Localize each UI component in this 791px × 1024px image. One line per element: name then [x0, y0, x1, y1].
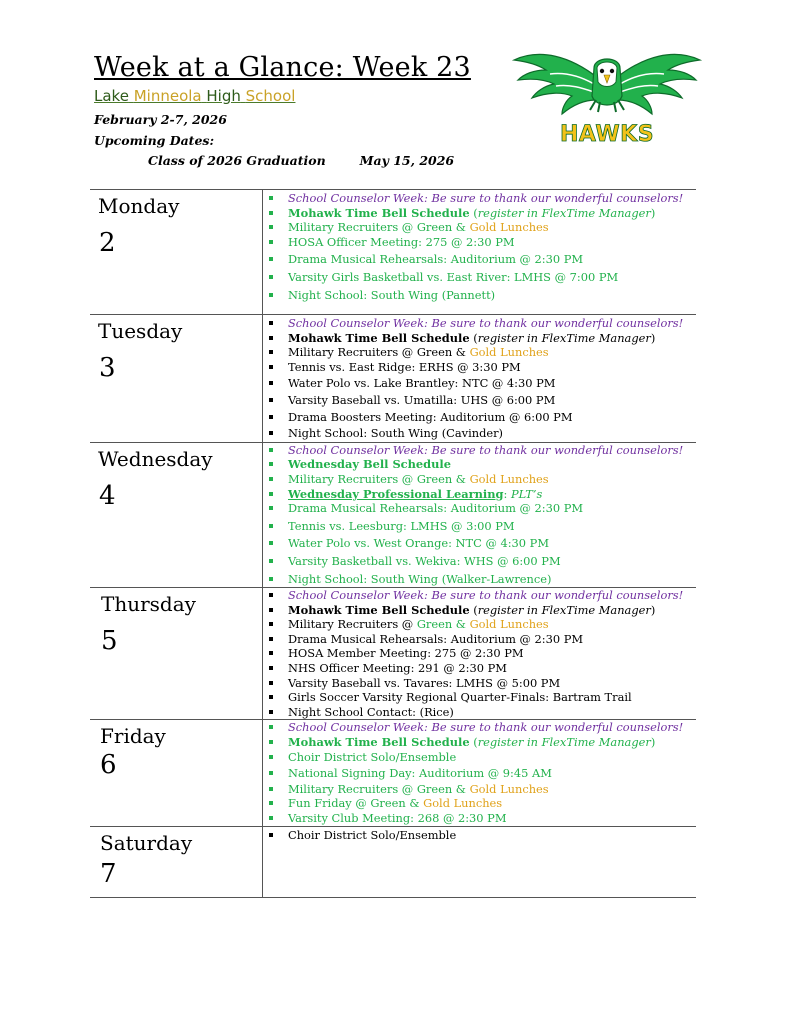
school-name — [94, 87, 295, 105]
list-item: Varsity Girls Basketball vs. East River: LMHS @ 7:00 PM — [269, 270, 696, 286]
day-number: 3 — [99, 353, 116, 383]
list-item: Military Recruiters @ Green & Gold Lunches — [269, 345, 696, 360]
hawk-body — [590, 59, 624, 112]
list-item: Military Recruiters @ Green & Gold Lunches — [269, 220, 696, 235]
day-row-friday — [90, 720, 696, 826]
list-item: Mohawk Time Bell Schedule (register in FlexTime Manager) — [269, 603, 696, 618]
list-item: Varsity Baseball vs. Tavares: LMHS @ 5:00 PM — [269, 676, 696, 691]
page-title: Week at a Glance: Week 23 — [94, 52, 471, 83]
week-schedule-table — [90, 189, 696, 898]
day-number: 4 — [99, 480, 116, 511]
events-cell — [263, 442, 697, 587]
list-item: Varsity Baseball vs. Umatilla: UHS @ 6:00 PM — [269, 393, 696, 409]
events-cell — [263, 826, 697, 897]
list-item: HOSA Officer Meeting: 275 @ 2:30 PM — [269, 235, 696, 251]
list-item: School Counselor Week: Be sure to thank our wonderful counselors! — [269, 443, 696, 458]
list-item: Mohawk Time Bell Schedule (register in FlexTime Manager) — [269, 735, 696, 750]
events-cell — [263, 315, 697, 443]
list-item: School Counselor Week: Be sure to thank our wonderful counselors! — [269, 588, 696, 603]
day-name: Saturday — [100, 830, 193, 855]
list-item: Military Recruiters @ Green & Gold Lunches — [269, 782, 696, 797]
list-item: School Counselor Week: Be sure to thank our wonderful counselors! — [269, 316, 696, 331]
day-name: Thursday — [101, 592, 196, 617]
day-cell — [90, 315, 263, 443]
event-date: May 15, 2026 — [359, 153, 455, 168]
school-name-school: School — [245, 87, 296, 105]
list-item: Water Polo vs. West Orange: NTC @ 4:30 PM — [269, 536, 696, 552]
day-cell — [90, 588, 263, 720]
list-item: Varsity Club Meeting: 268 @ 2:30 PM — [269, 811, 696, 826]
left-wing — [514, 54, 598, 114]
day-number: 5 — [101, 626, 118, 657]
day-cell — [90, 720, 263, 826]
day-name: Friday — [100, 724, 166, 749]
day-number: 6 — [100, 750, 117, 781]
day-name: Tuesday — [98, 319, 183, 343]
list-item: Drama Boosters Meeting: Auditorium @ 6:00 PM — [269, 410, 696, 426]
list-item: Water Polo vs. Lake Brantley: NTC @ 4:30 PM — [269, 376, 696, 392]
list-item: Mohawk Time Bell Schedule (register in FlexTime Manager) — [269, 206, 696, 221]
school-name-minneola: Minneola — [133, 87, 202, 105]
day-row-thursday — [90, 588, 696, 720]
logo-text: HAWKS — [559, 122, 655, 147]
list-item: Military Recruiters @ Green & Gold Lunches — [269, 617, 696, 632]
day-cell — [90, 826, 263, 897]
list-item: Wednesday Professional Learning: PLT’s — [269, 487, 696, 502]
list-item: National Signing Day: Auditorium @ 9:45 AM — [269, 766, 696, 782]
day-cell — [90, 190, 263, 315]
list-item: Night School Contact: (Rice) — [269, 705, 696, 720]
events-cell — [263, 588, 697, 720]
school-name-lake: Lake — [94, 87, 129, 105]
list-item: Varsity Basketball vs. Wekiva: WHS @ 6:00 PM — [269, 554, 696, 570]
list-item: Drama Musical Rehearsals: Auditorium @ 2:30 PM — [269, 252, 696, 268]
day-row-saturday — [90, 826, 696, 897]
list-item: Tennis vs. Leesburg: LMHS @ 3:00 PM — [269, 519, 696, 535]
list-item: School Counselor Week: Be sure to thank our wonderful counselors! — [269, 191, 696, 206]
list-item: Girls Soccer Varsity Regional Quarter-Finals: Bartram Trail — [269, 690, 696, 705]
list-item: Choir District Solo/Ensemble — [269, 828, 696, 843]
upcoming-label: Upcoming Dates: — [94, 133, 215, 148]
hawks-logo — [510, 38, 704, 150]
upcoming-event — [148, 153, 454, 168]
list-item: Night School: South Wing (Pannett) — [269, 288, 696, 304]
list-item: Choir District Solo/Ensemble — [269, 750, 696, 766]
day-name: Wednesday — [98, 446, 213, 471]
events-cell — [263, 720, 697, 826]
day-number: 2 — [99, 228, 116, 258]
event-name: Class of 2026 Graduation — [148, 153, 326, 168]
list-item: Fun Friday @ Green & Gold Lunches — [269, 796, 696, 811]
day-row-wednesday — [90, 442, 696, 587]
list-item: School Counselor Week: Be sure to thank our wonderful counselors! — [269, 720, 696, 735]
list-item: Drama Musical Rehearsals: Auditorium @ 2:30 PM — [269, 501, 696, 517]
list-item: Military Recruiters @ Green & Gold Lunches — [269, 472, 696, 487]
day-row-monday — [90, 190, 696, 315]
list-item: Tennis vs. East Ridge: ERHS @ 3:30 PM — [269, 360, 696, 376]
day-number: 7 — [100, 858, 117, 889]
list-item: Wednesday Bell Schedule — [269, 457, 696, 472]
list-item: Drama Musical Rehearsals: Auditorium @ 2:30 PM — [269, 632, 696, 647]
date-range: February 2-7, 2026 — [94, 112, 227, 127]
day-row-tuesday — [90, 315, 696, 443]
day-cell — [90, 442, 263, 587]
list-item: Night School: South Wing (Walker-Lawrence) — [269, 572, 696, 588]
list-item: HOSA Member Meeting: 275 @ 2:30 PM — [269, 646, 696, 661]
list-item: Night School: South Wing (Cavinder) — [269, 426, 696, 442]
events-cell — [263, 190, 697, 315]
right-wing — [616, 54, 700, 114]
list-item: NHS Officer Meeting: 291 @ 2:30 PM — [269, 661, 696, 676]
list-item: Mohawk Time Bell Schedule (register in FlexTime Manager) — [269, 331, 696, 346]
day-name: Monday — [98, 194, 180, 218]
school-name-high: High — [206, 87, 241, 105]
